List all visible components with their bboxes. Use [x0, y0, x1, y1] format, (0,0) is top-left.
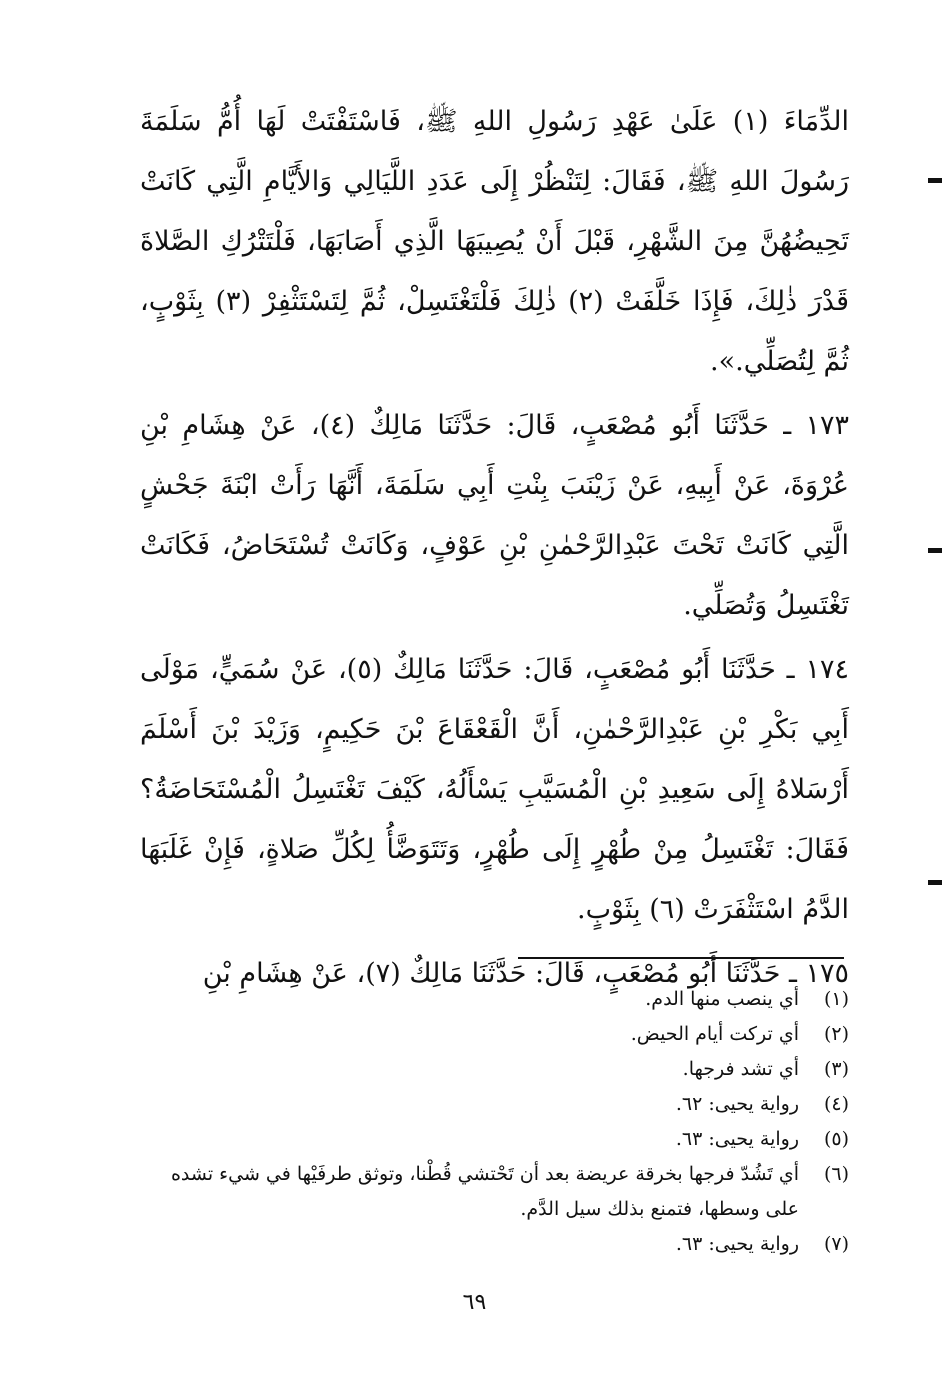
footnote-item [140, 1052, 849, 1087]
footnote-text: رواية يحيى: ٦٣. [675, 1233, 799, 1255]
margin-mark [928, 880, 942, 885]
footnote-item [140, 1122, 849, 1157]
footnote-item [140, 1157, 849, 1227]
footnote-number: (٥) [823, 1128, 849, 1150]
footnotes [140, 982, 849, 1262]
paragraph-hadith-175: ١٧٥ ـ حَدَّثَنَا أَبُو مُصْعَبٍ، قَالَ: حَدَّثَنَا مَالِكٌ (٧)، عَنْ هِشَامِ بْنِ [202, 958, 849, 989]
margin-mark [928, 548, 942, 553]
footnote-number: (٢) [823, 1023, 849, 1045]
margin-mark [928, 178, 942, 183]
footnote-number: (٦) [823, 1163, 849, 1185]
footnote-number: (٣) [823, 1058, 849, 1080]
footnote-item [140, 1227, 849, 1262]
footnote-number: (٧) [823, 1233, 849, 1255]
footnote-number: (١) [823, 988, 849, 1010]
footnote-text: أي تَشُدّ فرجها بخرقة عريضة بعد أن تَحْتشي قُطْنا، وتوثق طرفَيْها في شيء تشده على وسطها، فتمنع بذلك سيل الدَّم. [170, 1163, 799, 1220]
page-number: ٦٩ [462, 1290, 487, 1315]
footnote-text: أي تركت أيام الحيض. [630, 1023, 799, 1045]
footnote-text: أي تشد فرجها. [682, 1058, 799, 1080]
paragraph-continuation: الدِّمَاءَ (١) عَلَىٰ عَهْدِ رَسُولِ اللهِ ﷺ، فَاسْتَفْتَتْ لَهَا أُمُّ سَلَمَةَ رَسُولَ اللهِ ﷺ، فَقَالَ: لِتَنْظُرْ إِلَى عَدَدِ اللَّيَالِي وَالأَيَّامِ الَّتِي كَانَتْ تَحِيضُهُنَّ مِنَ الشَّهْرِ، قَبْلَ أَنْ يُصِيبَهَا الَّذِي أَصَابَهَا، فَلْتَتْرُكِ الصَّلاةَ قَدْرَ ذٰلِكَ، فَإِذَا خَلَّفَتْ (٢) ذٰلِكَ فَلْتَغْتَسِلْ، ثُمَّ لِتَسْتَثْفِرْ (٣) بِثَوْبٍ، ثُمَّ لِتُصَلِّي.». [140, 106, 849, 377]
footnote-text: أي ينصب منها الدم. [645, 988, 799, 1010]
footnote-number: (٤) [823, 1093, 849, 1115]
footnote-divider [518, 957, 844, 959]
footnote-text: رواية يحيى: ٦٣. [675, 1128, 799, 1150]
paragraph-hadith-173: ١٧٣ ـ حَدَّثَنَا أَبُو مُصْعَبٍ، قَالَ: حَدَّثَنَا مَالِكٌ (٤)، عَنْ هِشَامِ بْنِ عُرْوَةَ، عَنْ أَبِيهِ، عَنْ زَيْنَبَ بِنْتِ أَبِي سَلَمَةَ، أَنَّهَا رَأَتْ ابْنَةَ جَحْشٍ الَّتِي كَانَتْ تَحْتَ عَبْدِالرَّحْمٰنِ بْنِ عَوْفٍ، وَكَانَتْ تُسْتَحَاضُ، فَكَانَتْ تَغْتَسِلُ وَتُصَلِّي. [140, 410, 849, 621]
paragraph-hadith-174: ١٧٤ ـ حَدَّثَنَا أَبُو مُصْعَبٍ، قَالَ: حَدَّثَنَا مَالِكٌ (٥)، عَنْ سُمَيٍّ، مَوْلَى أَبِي بَكْرِ بْنِ عَبْدِالرَّحْمٰنِ، أَنَّ الْقَعْقَاعَ بْنَ حَكِيمٍ، وَزَيْدَ بْنَ أَسْلَمَ أَرْسَلاهُ إِلَى سَعِيدِ بْنِ الْمُسَيَّبِ يَسْأَلُهُ، كَيْفَ تَغْتَسِلُ الْمُسْتَحَاضَةُ؟ فَقَالَ: تَغْتَسِلُ مِنْ طُهْرٍ إِلَى طُهْرٍ، وَتَتَوَضَّأُ لِكُلِّ صَلاةٍ، فَإِنْ غَلَبَهَا الدَّمُ اسْتَثْفَرَتْ (٦) بِثَوْبٍ. [140, 654, 849, 925]
footnote-text: رواية يحيى: ٦٢. [675, 1093, 799, 1115]
main-text [140, 92, 849, 1008]
footnote-item [140, 1017, 849, 1052]
footnote-item [140, 1087, 849, 1122]
footnote-item [140, 982, 849, 1017]
